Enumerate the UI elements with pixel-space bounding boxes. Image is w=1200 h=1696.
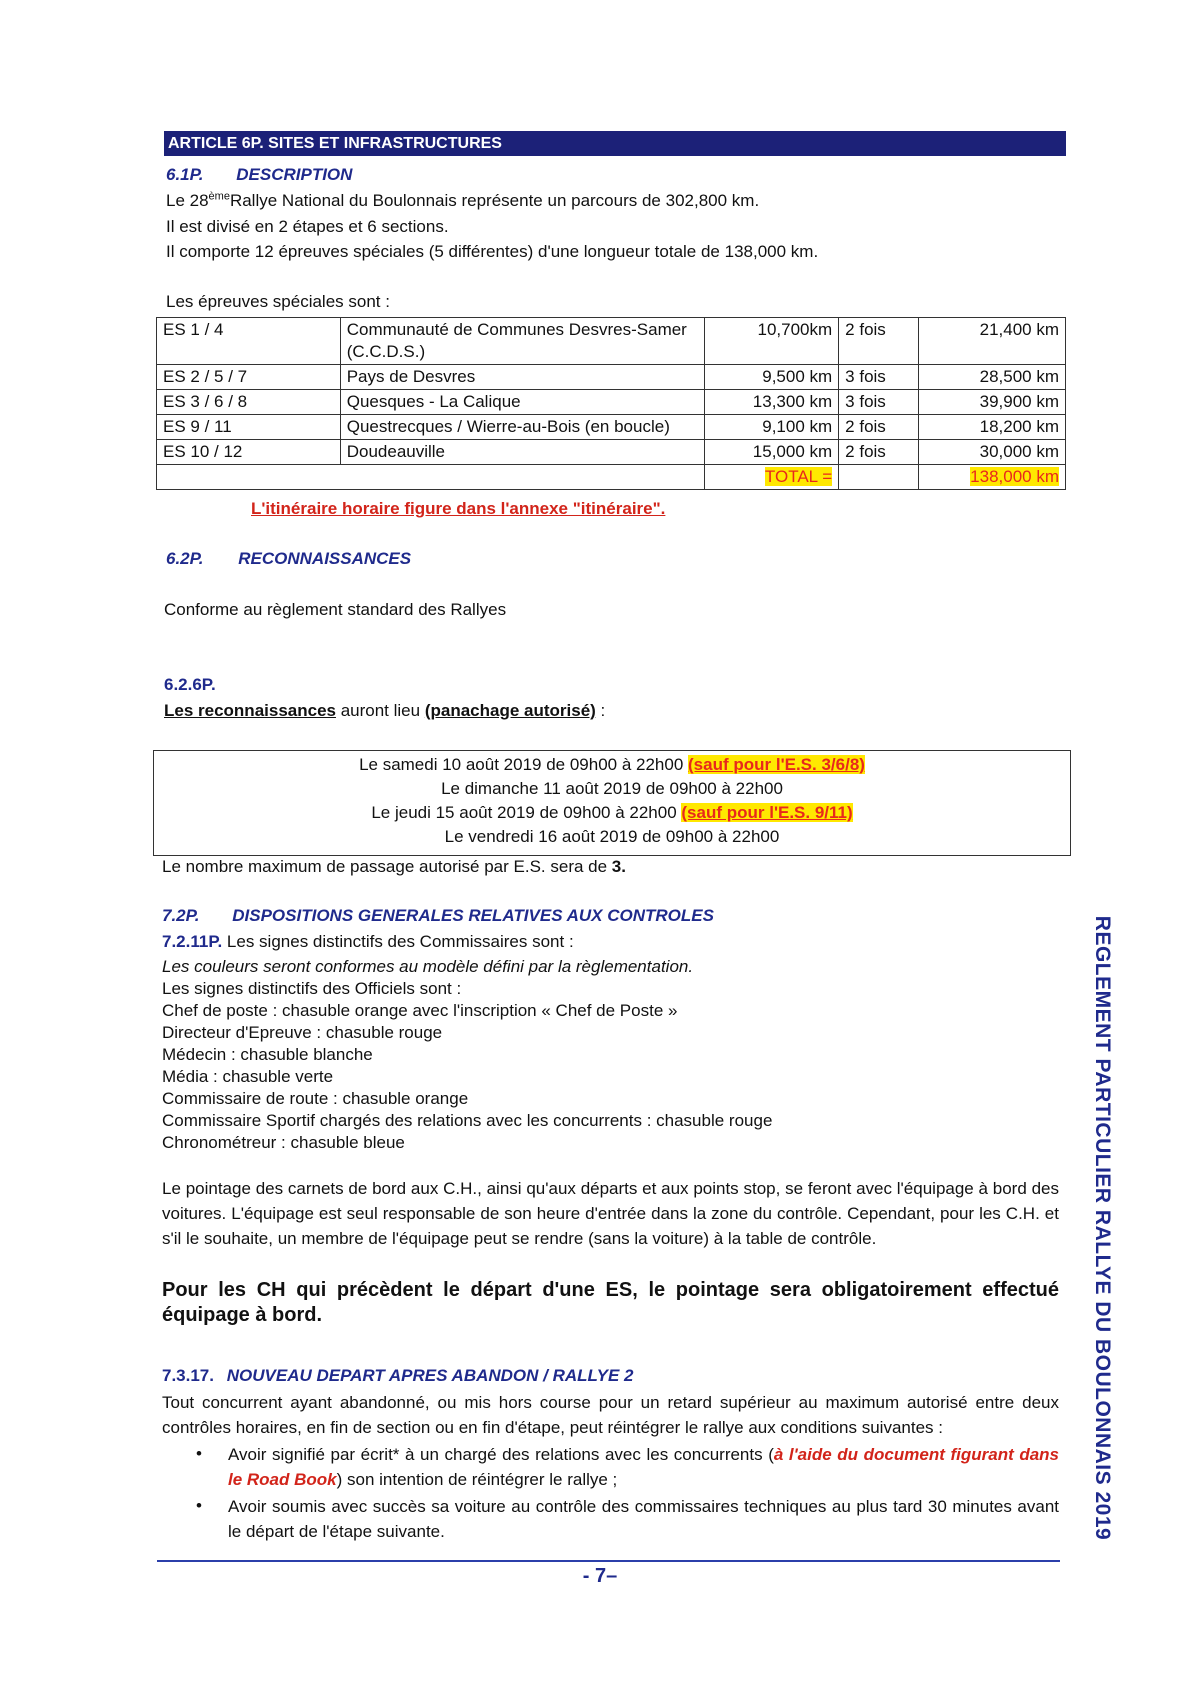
section-number: 6.2.6P. [164, 675, 216, 694]
superscript: ème [208, 190, 230, 203]
subsection-7-2-11 [162, 931, 574, 953]
total-cell: 39,900 km [919, 390, 1066, 415]
text: Le 28 [166, 191, 209, 210]
times-cell: 2 fois [839, 415, 919, 440]
restart-condition-2: Avoir soumis avec succès sa voiture au contrôle des commissaires techniques au plus tard 30 minutes avant le départ de l'étape suivante. [228, 1497, 1059, 1541]
itinerary-note-text: L'itinéraire horaire figure dans l'annexe "itinéraire". [251, 499, 666, 518]
footer-rule [157, 1560, 1060, 1562]
length-cell: 9,100 km [705, 415, 839, 440]
date-note: (sauf pour l'E.S. 9/11) [681, 803, 853, 822]
total-cell: 30,000 km [919, 440, 1066, 465]
name-cell: Doudeauville [340, 440, 705, 465]
section-number: 7.3.17. [162, 1366, 214, 1385]
length-cell: 13,300 km [705, 390, 839, 415]
table-body [157, 318, 1066, 490]
es-cell: ES 1 / 4 [157, 318, 341, 365]
length-cell: 9,500 km [705, 365, 839, 390]
text: Avoir signifié par écrit* à un chargé des relations avec les concurrents ( [228, 1445, 774, 1464]
page-number: - 7– [582, 1565, 618, 1587]
table-row [157, 440, 1066, 465]
reconnaissance-intro [164, 700, 605, 722]
total-cell: 21,400 km [919, 318, 1066, 365]
total-label: TOTAL = [764, 467, 833, 486]
table-row [157, 318, 1066, 365]
table-row [157, 390, 1066, 415]
value: 3. [611, 857, 626, 876]
table-row [157, 415, 1066, 440]
date-text: Le dimanche 11 août 2019 de 09h00 à 22h00 [441, 779, 783, 798]
date-line [154, 825, 1070, 849]
insignia-line: Commissaire Sportif chargés des relations avec les concurrents : chasuble rouge [162, 1111, 773, 1130]
subsection-number: 7.2.11P. [162, 932, 223, 951]
es-cell: ES 2 / 5 / 7 [157, 365, 341, 390]
total-value-cell [919, 465, 1066, 490]
text: : [595, 701, 606, 720]
section-number: 6.1P. [166, 165, 204, 184]
section-heading-6-2 [166, 548, 411, 570]
section-title: RECONNAISSANCES [238, 549, 412, 568]
times-cell: 2 fois [839, 318, 919, 365]
description-line-3: Il comporte 12 épreuves spéciales (5 différentes) d'une longueur totale de 138,000 km. [166, 242, 819, 261]
section-number: 7.2P. [162, 906, 200, 925]
insignia-line: Les couleurs seront conformes au modèle défini par la règlementation. [162, 957, 694, 976]
max-passage-text [162, 856, 626, 878]
reconnaissance-text: Conforme au règlement standard des Rallyes [164, 600, 507, 619]
text: Les signes distinctifs des Commissaires sont : [222, 932, 574, 951]
section-title: DESCRIPTION [236, 165, 353, 184]
es-cell: ES 9 / 11 [157, 415, 341, 440]
date-line [154, 753, 1070, 777]
text: Rallye National du Boulonnais représente un parcours de 302,800 km. [229, 191, 760, 210]
insignia-line: Les signes distinctifs des Officiels sont : [162, 979, 462, 998]
description-line-1 [166, 190, 759, 212]
section-number: 6.2P. [166, 549, 204, 568]
name-cell: Communauté de Communes Desvres-Samer (C.C.D.S.) [340, 318, 705, 365]
empty-cell [157, 465, 705, 490]
restart-condition-1 [228, 1442, 1059, 1492]
total-label-cell [705, 465, 839, 490]
date-line [154, 777, 1070, 801]
text: Les reconnaissances [164, 701, 336, 720]
special-stages-table [156, 317, 1066, 490]
date-line [154, 801, 1070, 825]
road-book-reference: à l'aide du document figurant dans le Road Book [228, 1445, 1060, 1489]
table-row [157, 365, 1066, 390]
sidebar-text: REGLEMENT PARTICULIER RALLYE DU BOULONNAIS 2019 [1091, 915, 1114, 1541]
times-cell: 2 fois [839, 440, 919, 465]
empty-cell [839, 465, 919, 490]
total-value: 138,000 km [970, 467, 1059, 486]
insignia-line: Chronométreur : chasuble bleue [162, 1133, 405, 1152]
checkpoint-bold-paragraph: Pour les CH qui précèdent le départ d'une ES, le pointage sera obligatoirement effectué équipage à bord. [162, 1279, 1059, 1326]
section-title: NOUVEAU DEPART APRES ABANDON / RALLYE 2 [226, 1366, 634, 1385]
insignia-line: Médecin : chasuble blanche [162, 1045, 373, 1064]
date-text: Le samedi 10 août 2019 de 09h00 à 22h00 [359, 755, 689, 774]
reconnaissance-dates-box [153, 750, 1071, 856]
description-line-2: Il est divisé en 2 étapes et 6 sections. [166, 217, 449, 236]
times-cell: 3 fois [839, 390, 919, 415]
bullet-icon: • [196, 1496, 202, 1515]
length-cell: 10,700km [705, 318, 839, 365]
article-header: ARTICLE 6P. SITES ET INFRASTRUCTURES [164, 131, 1066, 156]
text: auront lieu [335, 701, 425, 720]
insignia-line: Chef de poste : chasuble orange avec l'inscription « Chef de Poste » [162, 1001, 678, 1020]
bullet-icon: • [196, 1444, 202, 1463]
restart-paragraph: Tout concurrent ayant abandonné, ou mis hors course pour un retard supérieur au maximum autorisé entre deux contrôles horaires, en fin de section ou en fin d'étape, peut réintégrer le rallye aux conditions suivantes : [162, 1393, 1059, 1437]
es-intro: Les épreuves spéciales sont : [166, 292, 390, 311]
insignia-line: Commissaire de route : chasuble orange [162, 1089, 469, 1108]
section-heading-6-1 [166, 164, 352, 186]
checkpoint-paragraph: Le pointage des carnets de bord aux C.H., ainsi qu'aux départs et aux points stop, se feront avec l'équipage à bord des voitures. L'équipage est seul responsable de son heure d'entrée dans la zone du contrôle. Cependant, pour les C.H. et s'il le souhaite, un membre de l'équipage peut se rendre (sans la voiture) à la table de contrôle. [162, 1179, 1059, 1248]
name-cell: Pays de Desvres [340, 365, 705, 390]
es-cell: ES 3 / 6 / 8 [157, 390, 341, 415]
itinerary-note [251, 498, 665, 520]
total-cell: 18,200 km [919, 415, 1066, 440]
section-heading-7-2 [162, 905, 714, 927]
insignia-line: Média : chasuble verte [162, 1067, 334, 1086]
times-cell: 3 fois [839, 365, 919, 390]
text: Le nombre maximum de passage autorisé par E.S. sera de [162, 857, 612, 876]
insignia-line: Directeur d'Epreuve : chasuble rouge [162, 1023, 443, 1042]
section-heading-7-3-17 [162, 1365, 634, 1387]
date-text: Le vendredi 16 août 2019 de 09h00 à 22h00 [444, 827, 780, 846]
total-row [157, 465, 1066, 490]
vertical-sidebar-title [1085, 898, 1119, 1558]
text: (panachage autorisé) [424, 701, 596, 720]
section-title: DISPOSITIONS GENERALES RELATIVES AUX CONTROLES [232, 906, 714, 925]
date-text: Le jeudi 15 août 2019 de 09h00 à 22h00 [371, 803, 682, 822]
name-cell: Quesques - La Calique [340, 390, 705, 415]
name-cell: Questrecques / Wierre-au-Bois (en boucle) [340, 415, 705, 440]
text: ) son intention de réintégrer le rallye ; [336, 1470, 618, 1489]
length-cell: 15,000 km [705, 440, 839, 465]
es-cell: ES 10 / 12 [157, 440, 341, 465]
total-cell: 28,500 km [919, 365, 1066, 390]
date-note: (sauf pour l'E.S. 3/6/8) [688, 755, 865, 774]
section-heading-6-2-6 [164, 674, 216, 696]
